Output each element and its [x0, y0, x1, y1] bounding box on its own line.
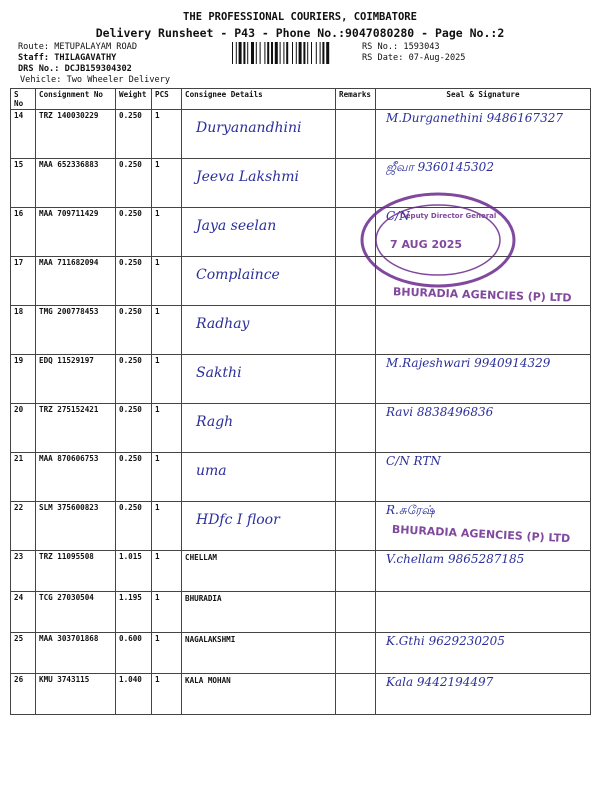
row-pcs: 1: [152, 592, 182, 633]
row-signature: [376, 306, 591, 355]
vehicle-label: Vehicle: Two Wheeler Delivery: [20, 75, 171, 85]
row-consignee: Complaince: [182, 257, 336, 306]
barcode-bar: [275, 42, 278, 64]
row-pcs: 1: [152, 159, 182, 208]
route-label: Route: METUPALAYAM ROAD: [18, 42, 137, 52]
row-sno: 19: [11, 355, 36, 404]
table-row: [11, 208, 591, 257]
col-header-pcs: PCS: [152, 89, 182, 110]
col-header-sno: S No: [11, 89, 36, 110]
row-signature: C/N RTN: [376, 453, 591, 502]
barcode-bar: [251, 42, 254, 64]
row-remarks: [336, 453, 376, 502]
row-remarks: [336, 502, 376, 551]
row-remarks: [336, 306, 376, 355]
row-sno: 17: [11, 257, 36, 306]
row-sno: 18: [11, 306, 36, 355]
row-weight: 0.250: [116, 404, 152, 453]
row-weight: 0.250: [116, 355, 152, 404]
row-consignee: Ragh: [182, 404, 336, 453]
row-consignee: CHELLAM: [182, 551, 336, 592]
drs-label: DRS No.: DCJB159304302: [18, 64, 132, 74]
row-signature: Ravi 8838496836: [376, 404, 591, 453]
table-row: [11, 592, 591, 633]
table-row: [11, 306, 591, 355]
barcode-bar: [307, 42, 308, 64]
row-signature: M.Rajeshwari 9940914329: [376, 355, 591, 404]
barcode-bar: [236, 42, 237, 64]
barcode-bar: [320, 42, 321, 64]
date-stamp-title: Deputy Director General: [400, 212, 497, 220]
staff-label: Staff: THILAGAVATHY: [18, 53, 117, 63]
row-remarks: [336, 257, 376, 306]
row-consignee: KALA MOHAN: [182, 674, 336, 715]
row-signature: [376, 592, 591, 633]
row-weight: 0.250: [116, 306, 152, 355]
barcode-bar: [271, 42, 273, 64]
row-remarks: [336, 551, 376, 592]
row-signature: ஜீவா 9360145302: [376, 159, 591, 208]
row-sno: 15: [11, 159, 36, 208]
row-pcs: 1: [152, 355, 182, 404]
row-signature: M.Durganethini 9486167327: [376, 110, 591, 159]
row-consignment-no: TRZ 140030229: [36, 110, 116, 159]
barcode-bar: [316, 42, 317, 64]
barcode-bar: [311, 42, 312, 64]
barcode-bar: [264, 42, 265, 64]
barcode-bar: [260, 42, 261, 64]
row-sno: 26: [11, 674, 36, 715]
table-row: [11, 257, 591, 306]
table-row: [11, 453, 591, 502]
rs-date-label: RS Date: 07-Aug-2025: [362, 53, 466, 63]
row-consignment-no: MAA 652336883: [36, 159, 116, 208]
company-stamp-1-text: BHURADIA AGENCIES (P) LTD: [392, 285, 572, 305]
table-row: [11, 404, 591, 453]
barcode-bar: [267, 42, 269, 64]
row-sno: 24: [11, 592, 36, 633]
row-pcs: 1: [152, 257, 182, 306]
row-weight: 0.250: [116, 502, 152, 551]
row-sno: 16: [11, 208, 36, 257]
row-weight: 0.250: [116, 208, 152, 257]
row-consignee: Sakthi: [182, 355, 336, 404]
col-header-consignment: Consignment No: [36, 89, 116, 110]
row-pcs: 1: [152, 674, 182, 715]
row-remarks: [336, 159, 376, 208]
table-row: [11, 355, 591, 404]
row-remarks: [336, 355, 376, 404]
barcode-bar: [243, 42, 245, 64]
barcode-bar: [232, 42, 233, 64]
rs-no-label: RS No.: 1593043: [362, 42, 440, 52]
date-stamp-date: 7 AUG 2025: [390, 238, 463, 251]
row-pcs: 1: [152, 306, 182, 355]
barcode-bar: [296, 42, 297, 64]
table-row: [11, 551, 591, 592]
barcode-bar: [326, 42, 329, 64]
table-row: [11, 110, 591, 159]
row-consignee: Jaya seelan: [182, 208, 336, 257]
barcode-bar: [292, 42, 293, 64]
row-consignment-no: MAA 303701868: [36, 633, 116, 674]
row-pcs: 1: [152, 110, 182, 159]
row-consignment-no: TCG 27030504: [36, 592, 116, 633]
row-sno: 22: [11, 502, 36, 551]
row-pcs: 1: [152, 453, 182, 502]
row-signature: R.சுரேஷ்: [376, 502, 591, 551]
row-remarks: [336, 674, 376, 715]
row-sno: 25: [11, 633, 36, 674]
table-row: [11, 159, 591, 208]
table-header-row: [11, 89, 591, 110]
row-pcs: 1: [152, 502, 182, 551]
runsheet-title: Delivery Runsheet - P43 - Phone No.:9047080280 - Page No.:2: [95, 26, 505, 40]
row-consignment-no: EDQ 11529197: [36, 355, 116, 404]
row-signature: C/N: [376, 208, 591, 257]
row-consignee: Jeeva Lakshmi: [182, 159, 336, 208]
table-row: [11, 674, 591, 715]
row-remarks: [336, 110, 376, 159]
row-weight: 0.600: [116, 633, 152, 674]
row-consignment-no: TRZ 11095508: [36, 551, 116, 592]
row-weight: 1.040: [116, 674, 152, 715]
barcode-bar: [256, 42, 257, 64]
row-consignment-no: MAA 709711429: [36, 208, 116, 257]
row-weight: 0.250: [116, 453, 152, 502]
row-consignment-no: SLM 375600823: [36, 502, 116, 551]
row-weight: 0.250: [116, 159, 152, 208]
row-signature: K.Gthi 9629230205: [376, 633, 591, 674]
col-header-consignee: Consignee Details: [182, 89, 336, 110]
row-sno: 21: [11, 453, 36, 502]
row-sno: 23: [11, 551, 36, 592]
col-header-signature: Seal & Signature: [376, 89, 591, 110]
row-consignment-no: KMU 3743115: [36, 674, 116, 715]
barcode-bar: [303, 42, 305, 64]
row-pcs: 1: [152, 633, 182, 674]
page-title: THE PROFESSIONAL COURIERS, COIMBATORE: [183, 11, 417, 23]
col-header-remarks: Remarks: [336, 89, 376, 110]
barcode-bar: [280, 42, 281, 64]
row-consignment-no: MAA 711682094: [36, 257, 116, 306]
row-consignee: BHURADIA: [182, 592, 336, 633]
barcode-bar: [283, 42, 284, 64]
row-weight: 0.250: [116, 110, 152, 159]
row-remarks: [336, 404, 376, 453]
runsheet-table: [10, 88, 591, 715]
row-consignee: HDfc I floor: [182, 502, 336, 551]
row-pcs: 1: [152, 208, 182, 257]
row-sno: 14: [11, 110, 36, 159]
row-pcs: 1: [152, 551, 182, 592]
row-consignment-no: TRZ 275152421: [36, 404, 116, 453]
row-pcs: 1: [152, 404, 182, 453]
row-signature: V.chellam 9865287185: [376, 551, 591, 592]
row-remarks: [336, 592, 376, 633]
row-consignee: uma: [182, 453, 336, 502]
barcode-bar: [239, 42, 242, 64]
row-consignee: Radhay: [182, 306, 336, 355]
row-remarks: [336, 208, 376, 257]
row-signature: Kala 9442194497: [376, 674, 591, 715]
col-header-weight: Weight: [116, 89, 152, 110]
company-stamp-2-text: BHURADIA AGENCIES (P) LTD: [391, 522, 571, 546]
row-sno: 20: [11, 404, 36, 453]
barcode-image: [232, 42, 354, 64]
table-row: [11, 633, 591, 674]
row-consignee: NAGALAKSHMI: [182, 633, 336, 674]
row-weight: 1.195: [116, 592, 152, 633]
row-consignment-no: TMG 200778453: [36, 306, 116, 355]
row-consignee: Duryanandhini: [182, 110, 336, 159]
barcode-bar: [286, 42, 288, 64]
row-weight: 1.015: [116, 551, 152, 592]
table-row: [11, 502, 591, 551]
row-consignment-no: MAA 870606753: [36, 453, 116, 502]
row-weight: 0.250: [116, 257, 152, 306]
barcode-bar: [299, 42, 302, 64]
barcode-bar: [247, 42, 248, 64]
row-signature: [376, 257, 591, 306]
barcode-bar: [322, 42, 324, 64]
row-remarks: [336, 633, 376, 674]
